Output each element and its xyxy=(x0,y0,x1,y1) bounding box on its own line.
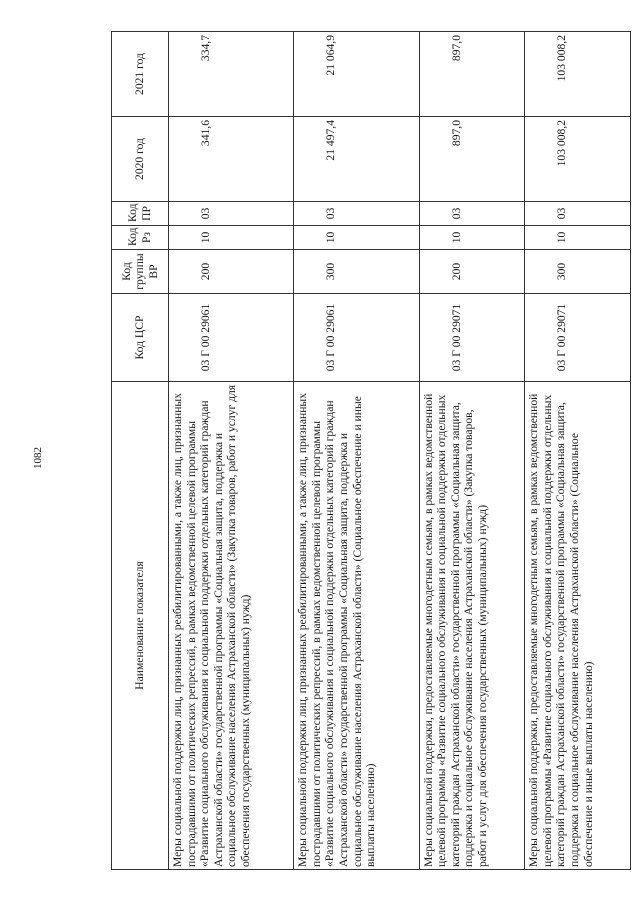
row-name: Меры социальной поддержки лиц, признанных реабилитированными, а также лиц, признанных пострадавшими от политических репрессий, в рамках ведомственной целевой программы «Развитие социального обслуживания и социальной поддержки отдельных категорий граждан Астраханской области» государственной программы «Социальная защита, поддержка и социальное обслуживание населения Астраханской области» (Закупка товаров, работ и услуг для обеспечения государственных (муниципальных) нужд) xyxy=(169,382,294,870)
row-name: Меры социальной поддержки лиц, признанных реабилитированными, а также лиц, признанных пострадавшими от политических репрессий, в рамках ведомственной целевой программы «Развитие социального обслуживания и социальной поддержки отдельных категорий граждан Астраханской области» государственной программы «Социальная защита, поддержка и социальное обслуживание населения Астраханской области» (Социальное обеспечение и иные выплаты населению) xyxy=(294,382,419,870)
row-csr: 03 Г 00 29061 xyxy=(169,294,294,382)
row-2021: 334,7 xyxy=(169,32,294,117)
header-2020: 2020 год xyxy=(112,117,169,202)
row-2020: 897,0 xyxy=(419,117,525,202)
table-row xyxy=(419,32,525,870)
header-vr: Код группы ВР xyxy=(112,250,169,294)
row-pr: 03 xyxy=(419,202,525,226)
header-rz: Код Рз xyxy=(112,226,169,250)
row-2021: 21 064,9 xyxy=(294,32,419,117)
row-vr: 300 xyxy=(525,250,631,294)
header-csr: Код ЦСР xyxy=(112,294,169,382)
budget-table xyxy=(111,31,631,870)
row-pr: 03 xyxy=(294,202,419,226)
row-rz: 10 xyxy=(294,226,419,250)
row-vr: 200 xyxy=(419,250,525,294)
row-2020: 103 008,2 xyxy=(525,117,631,202)
table-row xyxy=(294,32,419,870)
row-rz: 10 xyxy=(169,226,294,250)
row-pr: 03 xyxy=(525,202,631,226)
header-name: Наименование показателя xyxy=(112,382,169,870)
row-csr: 03 Г 00 29071 xyxy=(525,294,631,382)
row-vr: 300 xyxy=(294,250,419,294)
row-name: Меры социальной поддержки, предоставляемые многодетным семьям, в рамках ведомственной целевой программы «Развитие социального обслуживания и социальной поддержки отдельных категорий граждан Астраханской области» государственной программы «Социальная защита, поддержка и социальное обслуживание населения Астраханской области» (Социальное обеспечение и иные выплаты населению) xyxy=(525,382,631,870)
rotated-table-wrapper xyxy=(111,32,631,870)
table-header-row xyxy=(112,32,169,870)
row-2020: 21 497,4 xyxy=(294,117,419,202)
row-rz: 10 xyxy=(419,226,525,250)
row-2020: 341,6 xyxy=(169,117,294,202)
row-pr: 03 xyxy=(169,202,294,226)
row-name: Меры социальной поддержки, предоставляемые многодетным семьям, в рамках ведомственной целевой программы «Развитие социального обслуживания и социальной поддержки отдельных категорий граждан Астраханской области» государственной программы «Социальная защита, поддержка и социальное обслуживание населения Астраханской области» (Закупка товаров, работ и услуг для обеспечения государственных (муниципальных) нужд) xyxy=(419,382,525,870)
header-2021: 2021 год xyxy=(112,32,169,117)
table-row xyxy=(525,32,631,870)
header-pr: Код ПР xyxy=(112,202,169,226)
row-csr: 03 Г 00 29061 xyxy=(294,294,419,382)
row-2021: 103 008,2 xyxy=(525,32,631,117)
row-vr: 200 xyxy=(169,250,294,294)
row-2021: 897,0 xyxy=(419,32,525,117)
row-rz: 10 xyxy=(525,226,631,250)
table-row xyxy=(169,32,294,870)
page-number: 1082 xyxy=(32,447,44,469)
row-csr: 03 Г 00 29071 xyxy=(419,294,525,382)
